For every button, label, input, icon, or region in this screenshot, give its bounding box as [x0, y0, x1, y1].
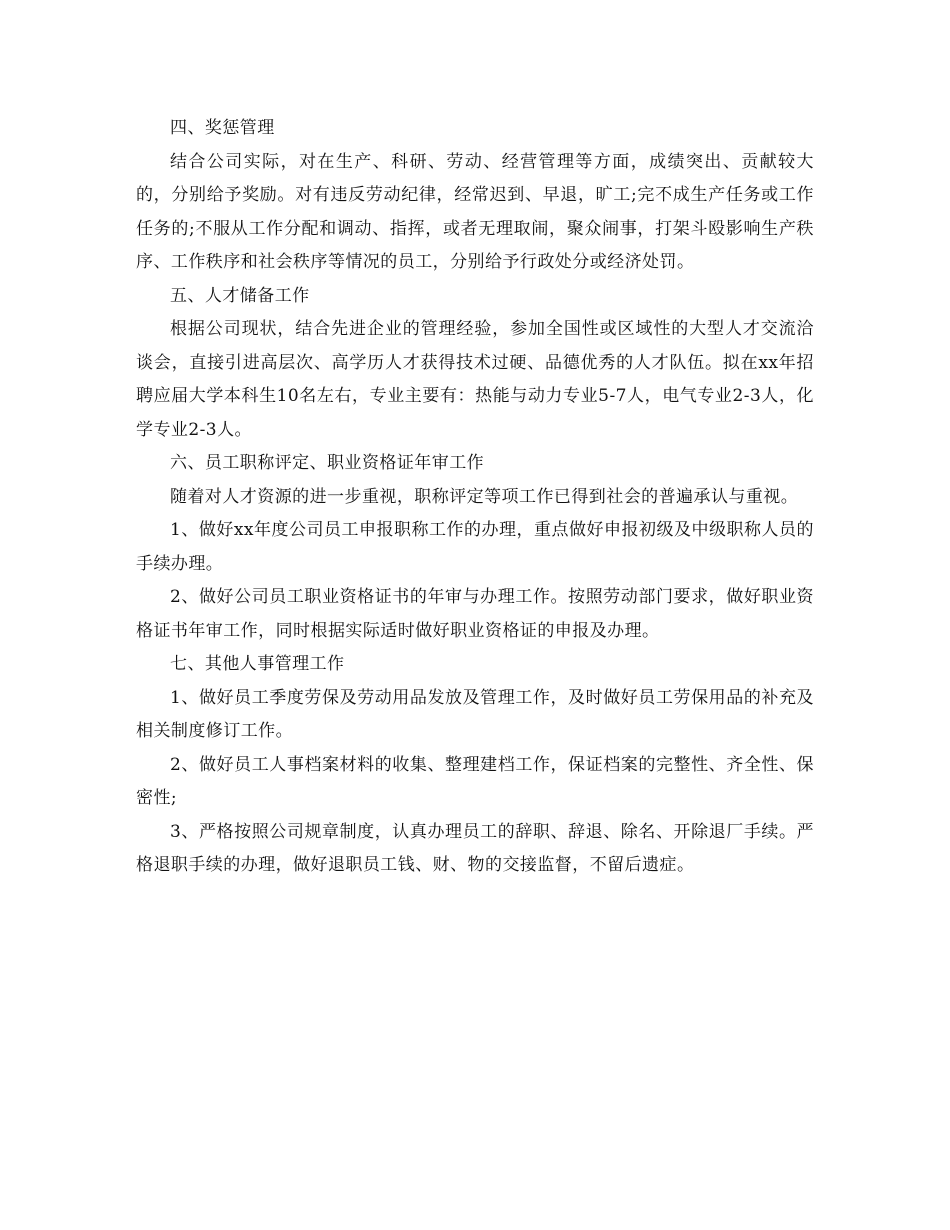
- section-heading-other-hr-work: 七、其他人事管理工作: [170, 654, 345, 674]
- paragraph-other-hr-item-1: 1、做好员工季度劳保及劳动用品发放及管理工作，及时做好员工劳保用品的补充及相关制度修订工作。: [136, 687, 814, 741]
- paragraph-rewards-penalties: 结合公司实际，对在生产、科研、劳动、经营管理等方面，成绩突出、贡献较大的，分别给予奖励。对有违反劳动纪律，经常迟到、早退，旷工;完不成生产任务或工作任务的;不服从工作分配和调动、指挥，或者无理取闹，聚众闹事，打架斗殴影响生产秩序、工作秩序和社会秩序等情况的员工，分别给予行政处分或经济处罚。: [136, 151, 814, 272]
- paragraph-other-hr-item-3: 3、严格按照公司规章制度，认真办理员工的辞职、辞退、除名、开除退厂手续。严格退职手续的办理，做好退职员工钱、财、物的交接监督，不留后遗症。: [136, 821, 814, 875]
- paragraph-title-certification-item-2: 2、做好公司员工职业资格证书的年审与办理工作。按照劳动部门要求，做好职业资格证书年审工作，同时根据实际适时做好职业资格证的申报及办理。: [136, 587, 814, 641]
- section-heading-talent-reserve: 五、人才储备工作: [170, 285, 310, 306]
- paragraph-title-certification-intro: 随着对人才资源的进一步重视，职称评定等项工作已得到社会的普遍承认与重视。: [170, 486, 799, 507]
- paragraph-talent-reserve: 根据公司现状，结合先进企业的管理经验，参加全国性或区域性的大型人才交流洽谈会，直接引进高层次、高学历人才获得技术过硬、品德优秀的人才队伍。拟在xx年招聘应届大学本科生10名左右，专业主要有：热能与动力专业5-7人，电气专业2-3人，化学专业2-3人。: [136, 319, 814, 440]
- paragraph-other-hr-item-2: 2、做好员工人事档案材料的收集、整理建档工作，保证档案的完整性、齐全性、保密性;: [136, 754, 814, 808]
- document-body: [136, 112, 814, 883]
- section-heading-rewards-penalties: 四、奖惩管理: [170, 118, 275, 138]
- paragraph-title-certification-item-1: 1、做好xx年度公司员工申报职称工作的办理，重点做好申报初级及中级职称人员的手续办理。: [136, 520, 814, 574]
- section-heading-title-certification: 六、员工职称评定、职业资格证年审工作: [170, 453, 485, 473]
